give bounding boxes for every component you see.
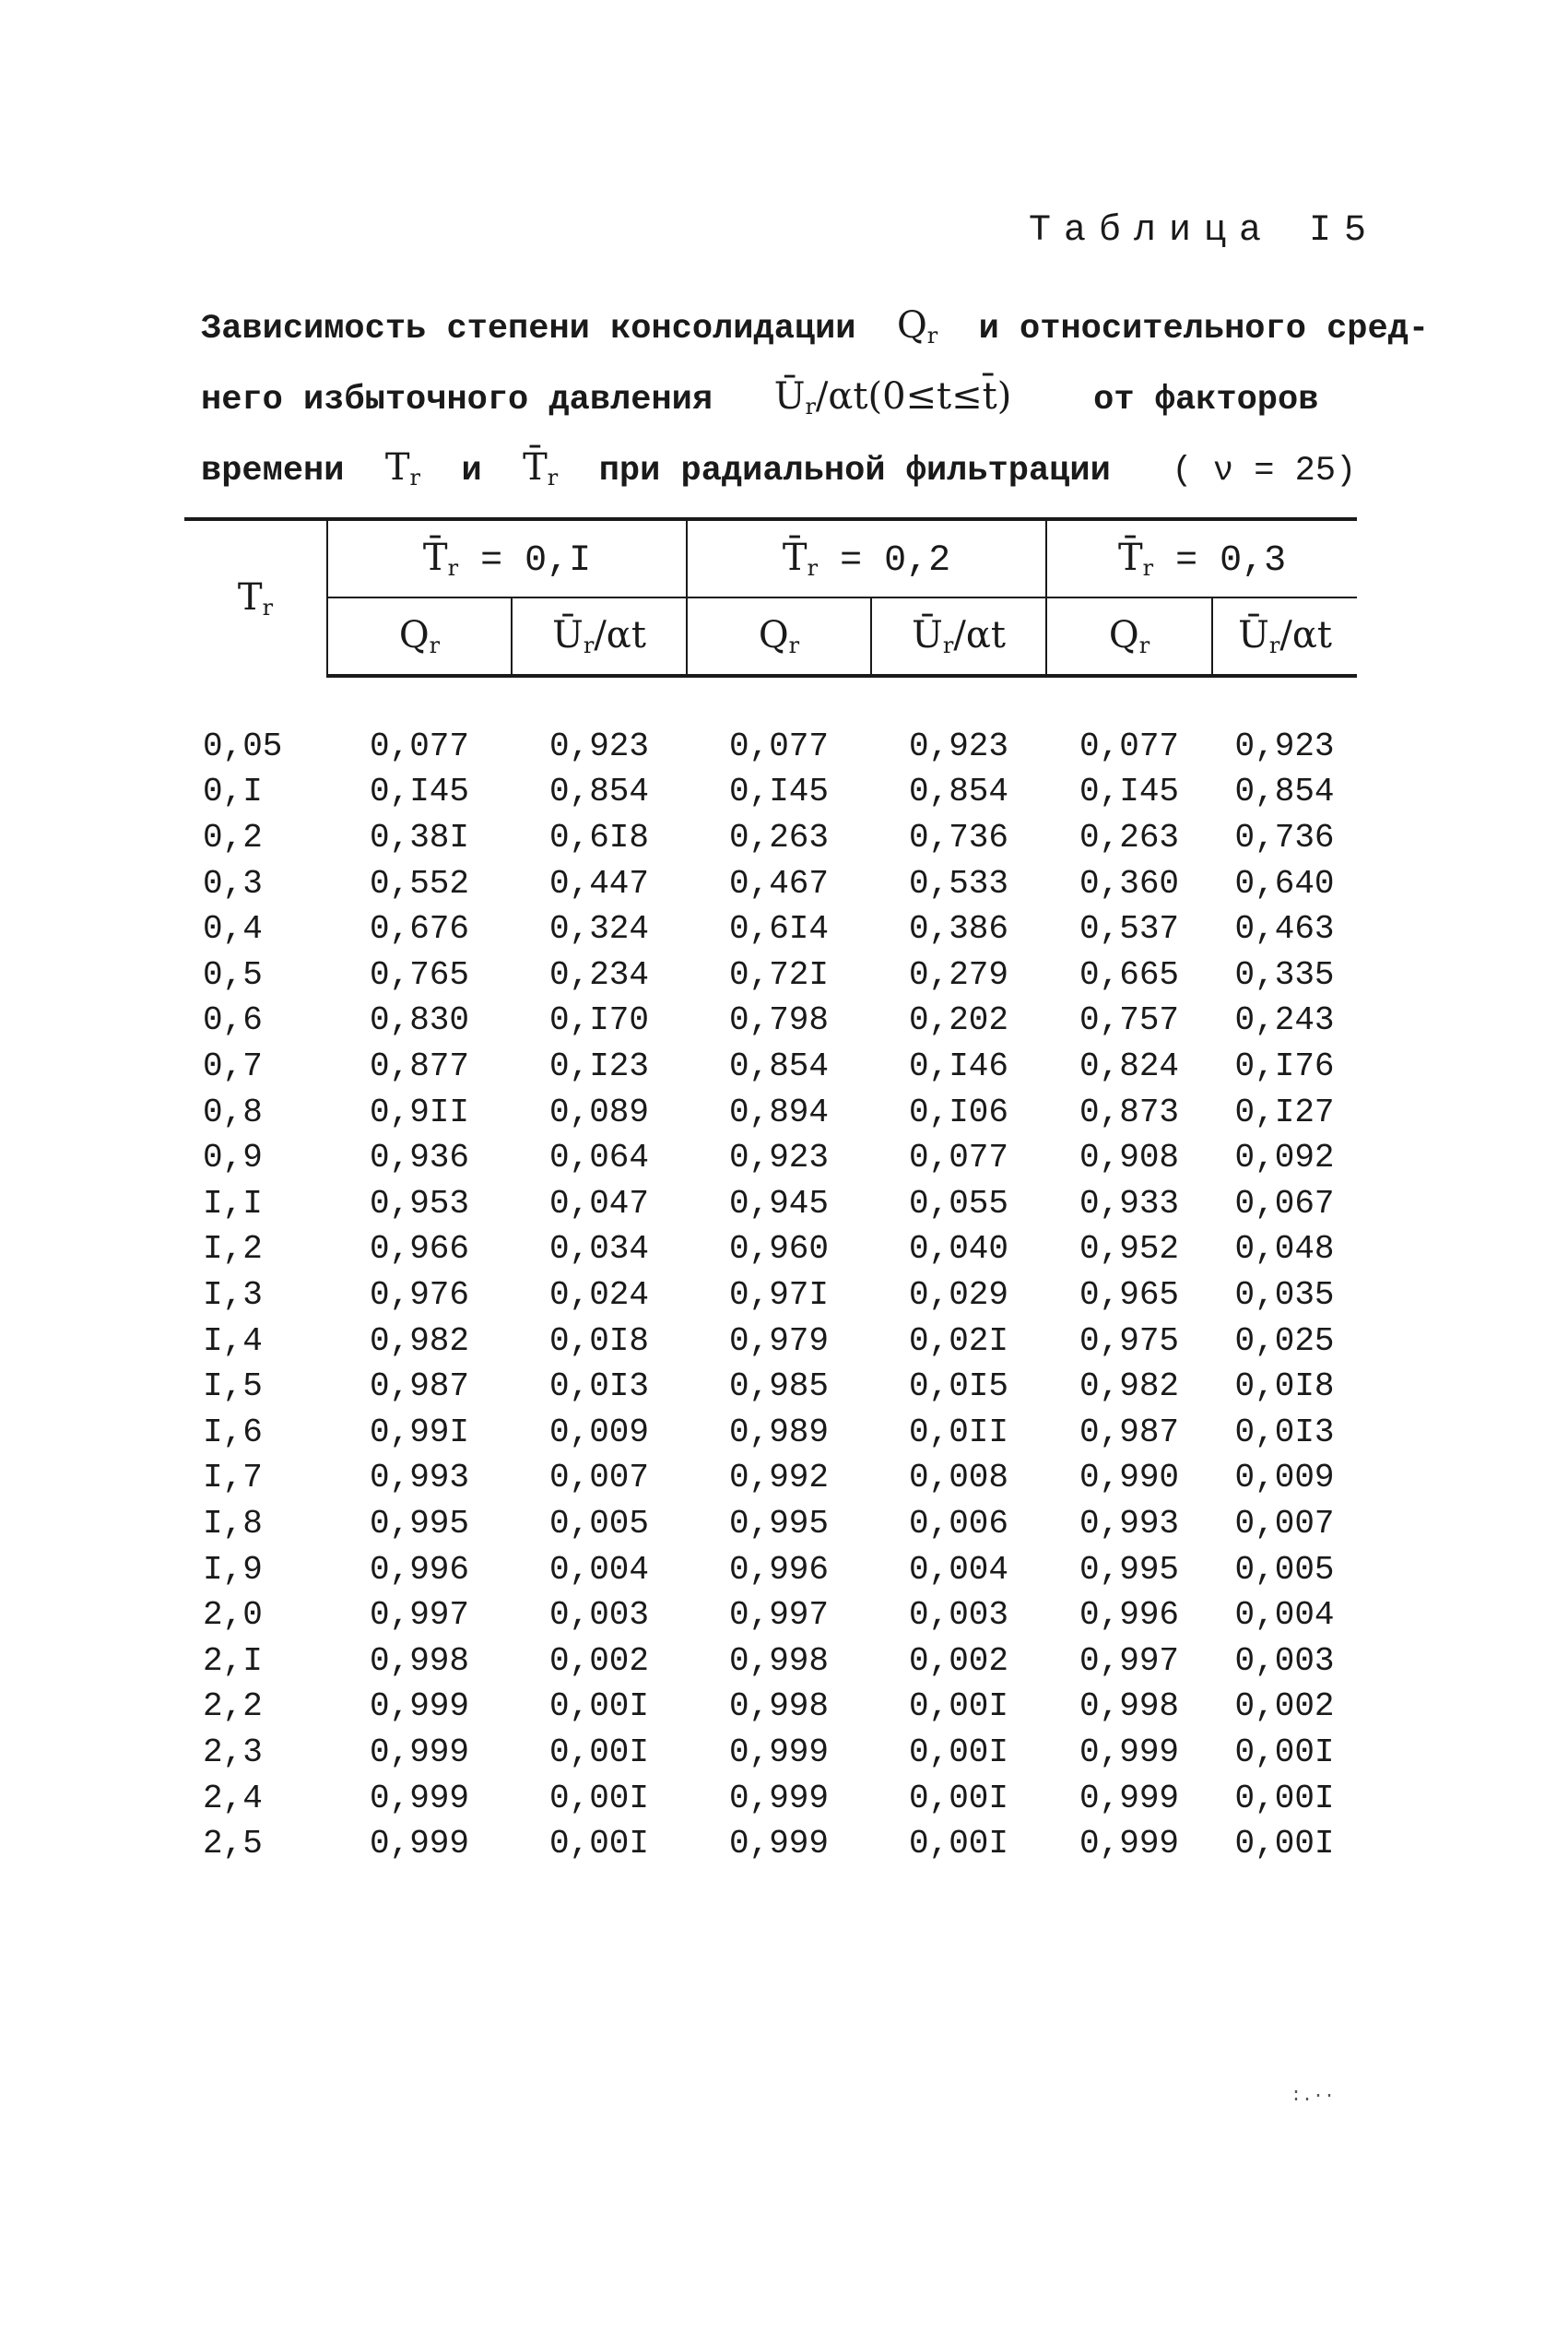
table-cell: 0,665	[1079, 955, 1180, 994]
u-rest: /αt	[1279, 614, 1332, 656]
nu-parameter: ( ν = 25)	[1172, 452, 1357, 491]
table-cell: 0,005	[1234, 1550, 1335, 1589]
table-cell: 0,I45	[729, 773, 830, 811]
table-cell: 0,077	[729, 727, 830, 765]
table-row	[184, 1684, 1357, 1730]
table-row	[184, 1226, 1357, 1272]
symbol-subscript: r	[805, 394, 816, 420]
table-cell: 0,993	[1079, 1504, 1180, 1543]
table-row	[184, 998, 1357, 1044]
table-cell: 0,997	[369, 1596, 470, 1635]
header-ur	[512, 597, 687, 676]
row-tr-value: 2,2	[203, 1687, 263, 1726]
table-cell: 0,00I	[909, 1733, 1009, 1771]
table-cell: 0,034	[548, 1230, 650, 1269]
table-cell: 0,908	[1079, 1139, 1180, 1177]
row-tr-value: 0,6	[203, 1001, 263, 1040]
table-cell: 0,936	[369, 1139, 470, 1177]
table-cell: 0,024	[548, 1276, 650, 1315]
table-cell: 0,996	[369, 1550, 470, 1589]
header-group-2	[687, 519, 1046, 597]
caption-line-2	[201, 366, 1353, 437]
table-cell: 0,923	[548, 727, 650, 765]
u-rest: /αt	[594, 614, 646, 656]
row-tr-value: 0,2	[203, 819, 263, 857]
table-number-label: Таблица I5	[1028, 210, 1379, 252]
table-cell: 0,998	[1079, 1687, 1180, 1726]
table-cell: 0,537	[1079, 910, 1180, 949]
table-cell: 0,995	[1079, 1550, 1180, 1589]
row-tr-value: I,6	[203, 1413, 263, 1451]
table-cell: 0,996	[729, 1550, 830, 1589]
table-cell: 0,335	[1234, 955, 1335, 994]
table-cell: 0,360	[1079, 864, 1180, 903]
group-subscript: r	[447, 554, 459, 581]
spacer-cell	[184, 676, 1357, 724]
table-cell: 0,035	[1234, 1276, 1335, 1315]
table-cell: 0,055	[909, 1184, 1009, 1223]
header-subscript: r	[262, 595, 274, 621]
group-symbol: T̄	[1117, 536, 1143, 579]
table-row	[184, 1775, 1357, 1821]
table-cell: 0,997	[1079, 1641, 1180, 1680]
row-tr-value: 2,3	[203, 1733, 263, 1771]
table-cell: 0,234	[548, 955, 650, 994]
table-cell: 0,552	[369, 864, 470, 903]
table-cell: 0,0I8	[548, 1321, 650, 1360]
table-cell: 0,982	[1079, 1367, 1180, 1406]
table-cell: 0,995	[369, 1504, 470, 1543]
table-cell: 0,676	[369, 910, 470, 949]
table-cell: 0,02I	[909, 1321, 1009, 1360]
consolidation-symbol	[897, 304, 937, 347]
row-tr-value: I,5	[203, 1367, 263, 1406]
row-tr-value: I,4	[203, 1321, 263, 1360]
table-caption	[201, 295, 1430, 508]
table-cell: 0,854	[1234, 773, 1335, 811]
table-cell: 0,999	[1079, 1733, 1180, 1771]
table-cell: 0,798	[729, 1001, 830, 1040]
table-cell: 0,040	[909, 1230, 1009, 1269]
symbol-letter: T	[384, 446, 410, 489]
table-cell: 0,990	[1079, 1459, 1180, 1497]
row-tr-value: 0,5	[203, 955, 263, 994]
table-cell: 0,999	[369, 1687, 470, 1726]
q-subscript: r	[788, 633, 800, 658]
table-cell: 0,979	[729, 1321, 830, 1360]
table-cell: 0,989	[729, 1413, 830, 1451]
table-row	[184, 1501, 1357, 1547]
symbol-subscript: r	[547, 465, 559, 491]
table-cell: 0,00I	[909, 1687, 1009, 1726]
table-row	[184, 815, 1357, 861]
table-cell: 0,765	[369, 955, 470, 994]
table-row	[184, 906, 1357, 952]
table-cell: 0,00I	[1234, 1825, 1335, 1863]
table-cell: 0,009	[548, 1413, 650, 1451]
row-tr-value: 0,7	[203, 1047, 263, 1086]
table-cell: 0,I27	[1234, 1093, 1335, 1131]
row-tr-value: I,7	[203, 1459, 263, 1497]
table-row	[184, 1455, 1357, 1501]
table-cell: 0,089	[548, 1093, 650, 1131]
table-cell: 0,9II	[369, 1093, 470, 1131]
table-cell: 0,077	[369, 727, 470, 765]
table-cell: 0,999	[369, 1825, 470, 1863]
table-cell: 0,877	[369, 1047, 470, 1086]
table-cell: 0,640	[1234, 864, 1335, 903]
table-cell: 0,987	[369, 1367, 470, 1406]
table-row	[184, 1821, 1357, 1867]
table-cell: 0,006	[909, 1504, 1009, 1543]
table-cell: 0,I45	[369, 773, 470, 811]
table-cell: 0,999	[369, 1733, 470, 1771]
row-tr-value: 0,8	[203, 1093, 263, 1131]
table-cell: 0,004	[909, 1550, 1009, 1589]
caption-text: него избыточного давления	[201, 381, 713, 420]
header-spacer	[184, 676, 1357, 724]
table-row	[184, 1181, 1357, 1227]
table-cell: 0,923	[909, 727, 1009, 765]
table-cell: 0,999	[369, 1779, 470, 1817]
table-cell: 0,I46	[909, 1047, 1009, 1086]
row-tr-value: 2,4	[203, 1779, 263, 1817]
symbol-letter: Ū	[773, 375, 806, 418]
table-cell: 0,467	[729, 864, 830, 903]
row-tr-value: 0,4	[203, 910, 263, 949]
row-tr-value: I,2	[203, 1230, 263, 1269]
table-cell: 0,965	[1079, 1276, 1180, 1315]
table-cell: 0,092	[1234, 1139, 1335, 1177]
row-tr-value: 2,5	[203, 1825, 263, 1863]
row-tr-value: 2,I	[203, 1641, 263, 1680]
table-cell: 0,736	[909, 819, 1009, 857]
table-cell: 0,998	[729, 1687, 830, 1726]
caption-text: Зависимость степени консолидации	[201, 310, 856, 349]
header-ur	[871, 597, 1046, 676]
table-cell: 0,0II	[909, 1413, 1009, 1451]
header-tr	[184, 519, 327, 676]
table-row	[184, 1089, 1357, 1135]
table-cell: 0,007	[548, 1459, 650, 1497]
table-cell: 0,999	[729, 1733, 830, 1771]
group-symbol: T̄	[422, 536, 448, 579]
table-cell: 0,99I	[369, 1413, 470, 1451]
u-symbol: Ū	[1238, 614, 1269, 656]
header-group-1	[327, 519, 687, 597]
table-cell: 0,992	[729, 1459, 830, 1497]
consolidation-table	[184, 517, 1357, 1866]
q-symbol: Q	[1108, 614, 1139, 656]
table-cell: 0,067	[1234, 1184, 1335, 1223]
caption-text: и	[461, 452, 482, 491]
table-row	[184, 724, 1357, 770]
table-cell: 0,I23	[548, 1047, 650, 1086]
table-cell: 0,854	[548, 773, 650, 811]
table-cell: 0,003	[548, 1596, 650, 1635]
time-factor-bar-symbol	[523, 446, 558, 489]
table-cell: 0,933	[1079, 1184, 1180, 1223]
table-cell: 0,923	[729, 1139, 830, 1177]
caption-text: при радиальной фильтрации	[598, 452, 1111, 491]
table-body	[184, 676, 1357, 1866]
q-subscript: r	[1138, 633, 1150, 658]
header-qr	[327, 597, 512, 676]
time-factor-symbol	[385, 446, 420, 489]
table-cell: 0,I70	[548, 1001, 650, 1040]
table-row	[184, 1730, 1357, 1776]
table-cell: 0,00I	[548, 1825, 650, 1863]
table-cell: 0,998	[729, 1641, 830, 1680]
table-cell: 0,005	[548, 1504, 650, 1543]
table-cell: 0,985	[729, 1367, 830, 1406]
u-subscript: r	[583, 633, 595, 658]
table-row	[184, 952, 1357, 999]
table-cell: 0,960	[729, 1230, 830, 1269]
table-cell: 0,923	[1234, 727, 1335, 765]
table-cell: 0,324	[548, 910, 650, 949]
row-tr-value: I,9	[203, 1550, 263, 1589]
table-row	[184, 769, 1357, 815]
table-cell: 0,982	[369, 1321, 470, 1360]
table-cell: 0,995	[729, 1504, 830, 1543]
table-cell: 0,945	[729, 1184, 830, 1223]
table-row	[184, 1135, 1357, 1181]
table-cell: 0,854	[729, 1047, 830, 1086]
symbol-subscript: r	[409, 465, 421, 491]
group-value: = 0,3	[1153, 539, 1287, 582]
table-cell: 0,263	[729, 819, 830, 857]
table-cell: 0,952	[1079, 1230, 1180, 1269]
header-qr	[1046, 597, 1212, 676]
row-tr-value: 0,05	[203, 727, 283, 765]
symbol-letter: T̄	[523, 446, 548, 489]
u-subscript: r	[942, 633, 954, 658]
table-cell: 0,6I4	[729, 910, 830, 949]
symbol-expression: /αt(0≤t≤t̄)	[815, 375, 1012, 418]
row-tr-value: 0,9	[203, 1139, 263, 1177]
table-cell: 0,003	[909, 1596, 1009, 1635]
table-cell: 0,736	[1234, 819, 1335, 857]
table-cell: 0,0I3	[1234, 1413, 1335, 1451]
table-cell: 0,00I	[1234, 1779, 1335, 1817]
header-qr	[687, 597, 871, 676]
table-cell: 0,004	[1234, 1596, 1335, 1635]
symbol-letter: Q	[896, 304, 927, 347]
header-symbol: T	[237, 576, 263, 619]
group-subscript: r	[1142, 554, 1154, 581]
caption-text: от факторов	[1093, 381, 1319, 420]
table-cell: 0,854	[909, 773, 1009, 811]
table-cell: 0,007	[1234, 1504, 1335, 1543]
table-cell: 0,064	[548, 1139, 650, 1177]
table-cell: 0,0I8	[1234, 1367, 1335, 1406]
table-cell: 0,386	[909, 910, 1009, 949]
table-cell: 0,966	[369, 1230, 470, 1269]
table-cell: 0,077	[909, 1139, 1009, 1177]
table-cell: 0,987	[1079, 1413, 1180, 1451]
table-row	[184, 1272, 1357, 1319]
group-subscript: r	[807, 554, 819, 581]
u-subscript: r	[1268, 633, 1280, 658]
table-cell: 0,002	[548, 1641, 650, 1680]
pressure-symbol	[774, 375, 1012, 418]
table-cell: 0,997	[729, 1596, 830, 1635]
table-cell: 0,00I	[909, 1779, 1009, 1817]
table-cell: 0,873	[1079, 1093, 1180, 1131]
table-cell: 0,263	[1079, 819, 1180, 857]
table-cell: 0,999	[729, 1779, 830, 1817]
table-cell: 0,002	[1234, 1687, 1335, 1726]
header-group-3	[1046, 519, 1357, 597]
table-cell: 0,00I	[909, 1825, 1009, 1863]
table-cell: 0,279	[909, 955, 1009, 994]
table-cell: 0,0I5	[909, 1367, 1009, 1406]
q-symbol: Q	[398, 614, 430, 656]
table-cell: 0,002	[909, 1641, 1009, 1680]
table-cell: 0,I45	[1079, 773, 1180, 811]
group-symbol: T̄	[782, 536, 808, 579]
table-cell: 0,I76	[1234, 1047, 1335, 1086]
row-tr-value: I,I	[203, 1184, 263, 1223]
table-cell: 0,533	[909, 864, 1009, 903]
table-cell: 0,I06	[909, 1093, 1009, 1131]
page-mark: :.··	[1291, 2086, 1336, 2107]
table-cell: 0,008	[909, 1459, 1009, 1497]
row-tr-value: I,8	[203, 1504, 263, 1543]
table-cell: 0,830	[369, 1001, 470, 1040]
caption-text: и относительного сред-	[978, 310, 1430, 349]
table-cell: 0,97I	[729, 1276, 830, 1315]
table-row	[184, 1410, 1357, 1456]
table-cell: 0,976	[369, 1276, 470, 1315]
table-cell: 0,993	[369, 1459, 470, 1497]
table-cell: 0,975	[1079, 1321, 1180, 1360]
u-symbol: Ū	[552, 614, 584, 656]
symbol-subscript: r	[926, 323, 938, 349]
table-row	[184, 1592, 1357, 1638]
table-cell: 0,757	[1079, 1001, 1180, 1040]
table-cell: 0,00I	[1234, 1733, 1335, 1771]
header-ur	[1212, 597, 1357, 676]
table-cell: 0,6I8	[548, 819, 650, 857]
group-value: = 0,2	[818, 539, 951, 582]
table-row	[184, 1044, 1357, 1090]
row-tr-value: 0,I	[203, 773, 263, 811]
table-cell: 0,00I	[548, 1733, 650, 1771]
table-cell: 0,998	[369, 1641, 470, 1680]
table-cell: 0,003	[1234, 1641, 1335, 1680]
u-rest: /αt	[953, 614, 1006, 656]
table-cell: 0,243	[1234, 1001, 1335, 1040]
table-cell: 0,463	[1234, 910, 1335, 949]
table-cell: 0,00I	[548, 1779, 650, 1817]
table-cell: 0,72I	[729, 955, 830, 994]
row-tr-value: 0,3	[203, 864, 263, 903]
table-cell: 0,004	[548, 1550, 650, 1589]
table-cell: 0,447	[548, 864, 650, 903]
table-cell: 0,029	[909, 1276, 1009, 1315]
table-cell: 0,953	[369, 1184, 470, 1223]
table-cell: 0,999	[1079, 1825, 1180, 1863]
q-subscript: r	[429, 633, 441, 658]
q-symbol: Q	[758, 614, 789, 656]
table-row	[184, 860, 1357, 906]
table-cell: 0,009	[1234, 1459, 1335, 1497]
caption-line-3	[201, 437, 1357, 508]
table-cell: 0,996	[1079, 1596, 1180, 1635]
table-cell: 0,202	[909, 1001, 1009, 1040]
table-cell: 0,077	[1079, 727, 1180, 765]
table-row	[184, 1638, 1357, 1684]
table-cell: 0,025	[1234, 1321, 1335, 1360]
u-symbol: Ū	[912, 614, 943, 656]
row-tr-value: 2,0	[203, 1596, 263, 1635]
table-cell: 0,0I3	[548, 1367, 650, 1406]
row-tr-value: I,3	[203, 1276, 263, 1315]
table-cell: 0,824	[1079, 1047, 1180, 1086]
table-row	[184, 1364, 1357, 1410]
group-value: = 0,I	[458, 539, 592, 582]
caption-text: времени	[201, 452, 345, 491]
table-cell: 0,999	[729, 1825, 830, 1863]
caption-line-1	[201, 295, 1430, 366]
table-cell: 0,048	[1234, 1230, 1335, 1269]
table-cell: 0,00I	[548, 1687, 650, 1726]
table-row	[184, 1318, 1357, 1364]
table-cell: 0,894	[729, 1093, 830, 1131]
table-row	[184, 1546, 1357, 1592]
table-cell: 0,999	[1079, 1779, 1180, 1817]
table-cell: 0,38I	[369, 819, 470, 857]
table-cell: 0,047	[548, 1184, 650, 1223]
